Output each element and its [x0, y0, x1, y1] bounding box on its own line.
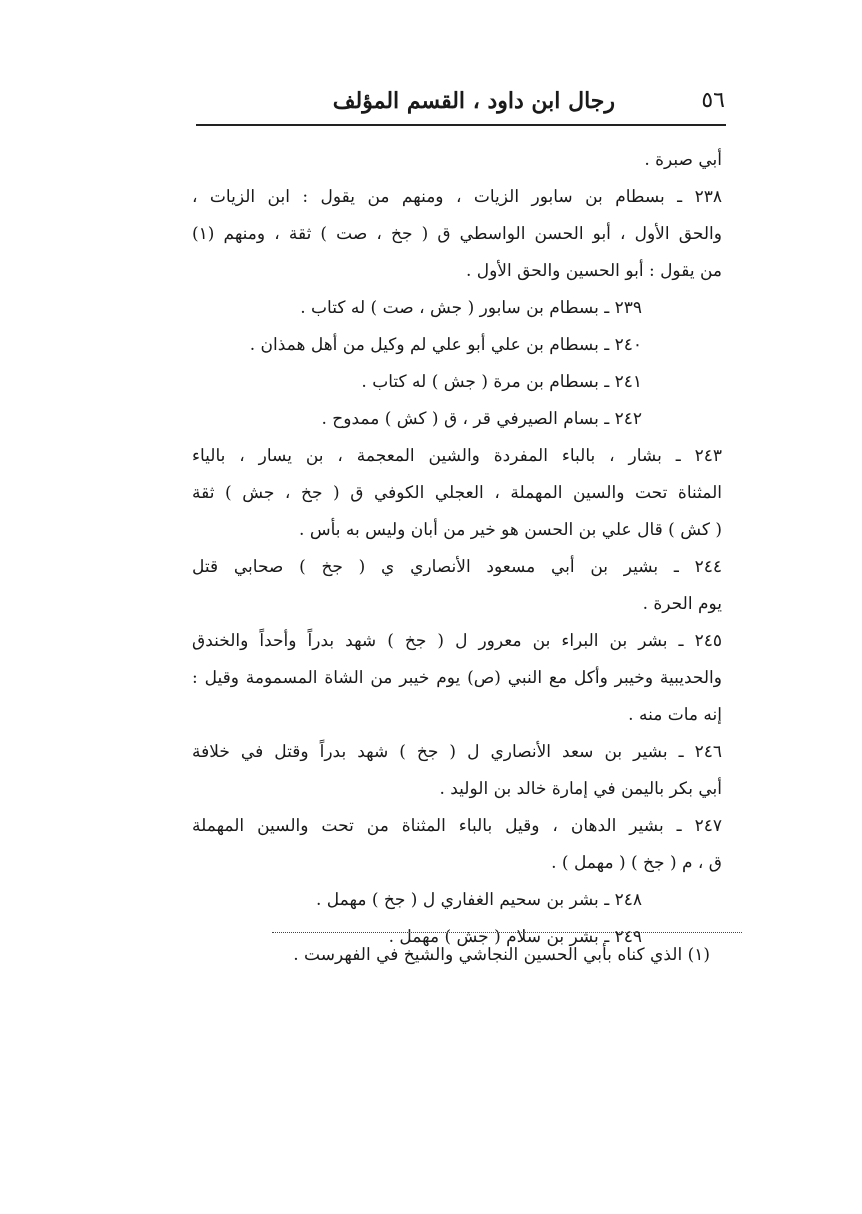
- entry-238-line-2: والحق الأول ، أبو الحسن الواسطي ق ( جخ ، صت ) ثقة ، ومنهم (١): [192, 224, 722, 244]
- entry-242: ٢٤٢ ـ بسام الصيرفي قر ، ق ( كش ) ممدوح .: [321, 409, 642, 429]
- page-number: ٥٦: [701, 88, 725, 113]
- entry-243-line-3: ( كش ) قال علي بن الحسن هو خير من أبان وليس به بأس .: [299, 520, 722, 540]
- header-rule: [196, 124, 726, 126]
- entry-238-line-3: من يقول : أبو الحسين والحق الأول .: [465, 261, 722, 281]
- running-title: رجال ابن داود ، القسم المؤلف: [332, 88, 615, 114]
- entry-248: ٢٤٨ ـ بشر بن سحيم الغفاري ل ( جخ ) مهمل .: [316, 890, 642, 910]
- footnote-rule: [272, 932, 742, 933]
- entry-245-line-2: والحديبية وخيبر وأكل مع النبي (ص) يوم خيبر من الشاة المسمومة وقيل :: [192, 668, 722, 688]
- entry-249: ٢٤٩ ـ بشر بن سلام ( جش ) مهمل .: [388, 927, 642, 947]
- entry-247-line-2: ق ، م ( جخ ) ( مهمل ) .: [551, 853, 722, 873]
- entry-246-line-1: ٢٤٦ ـ بشير بن سعد الأنصاري ل ( جخ ) شهد بدراً وقتل في خلافة: [192, 742, 722, 762]
- entry-243-line-2: المثناة تحت والسين المهملة ، العجلي الكوفي ق ( جخ ، جش ) ثقة: [192, 483, 722, 503]
- text-line: أبي صبرة .: [644, 150, 722, 170]
- entry-246-line-2: أبي بكر باليمن في إمارة خالد بن الوليد .: [439, 779, 722, 799]
- entry-238-line-1: ٢٣٨ ـ بسطام بن سابور الزيات ، ومنهم من يقول : ابن الزيات ،: [192, 187, 722, 207]
- entry-244-line-2: يوم الحرة .: [642, 594, 722, 614]
- entry-240: ٢٤٠ ـ بسطام بن علي أبو علي لم وكيل من أهل همذان .: [249, 335, 642, 355]
- entry-247-line-1: ٢٤٧ ـ بشير الدهان ، وقيل بالباء المثناة من تحت والسين المهملة: [192, 816, 722, 836]
- entry-239: ٢٣٩ ـ بسطام بن سابور ( جش ، صت ) له كتاب .: [300, 298, 642, 318]
- entry-244-line-1: ٢٤٤ ـ بشير بن أبي مسعود الأنصاري ي ( جخ ) صحابي قتل: [192, 557, 722, 577]
- entry-241: ٢٤١ ـ بسطام بن مرة ( جش ) له كتاب .: [361, 372, 642, 392]
- entry-245-line-1: ٢٤٥ ـ بشر بن البراء بن معرور ل ( جخ ) شهد بدراً وأحداً والخندق: [192, 631, 722, 651]
- entry-245-line-3: إنه مات منه .: [628, 705, 722, 725]
- body-text: [192, 142, 722, 956]
- entry-243-line-1: ٢٤٣ ـ بشار ، بالباء المفردة والشين المعجمة ، بن يسار ، بالياء: [192, 446, 722, 466]
- page-header: [200, 88, 725, 122]
- footnote: (١) الذي كناه بأبي الحسين النجاشي والشيخ في الفهرست .: [293, 945, 710, 965]
